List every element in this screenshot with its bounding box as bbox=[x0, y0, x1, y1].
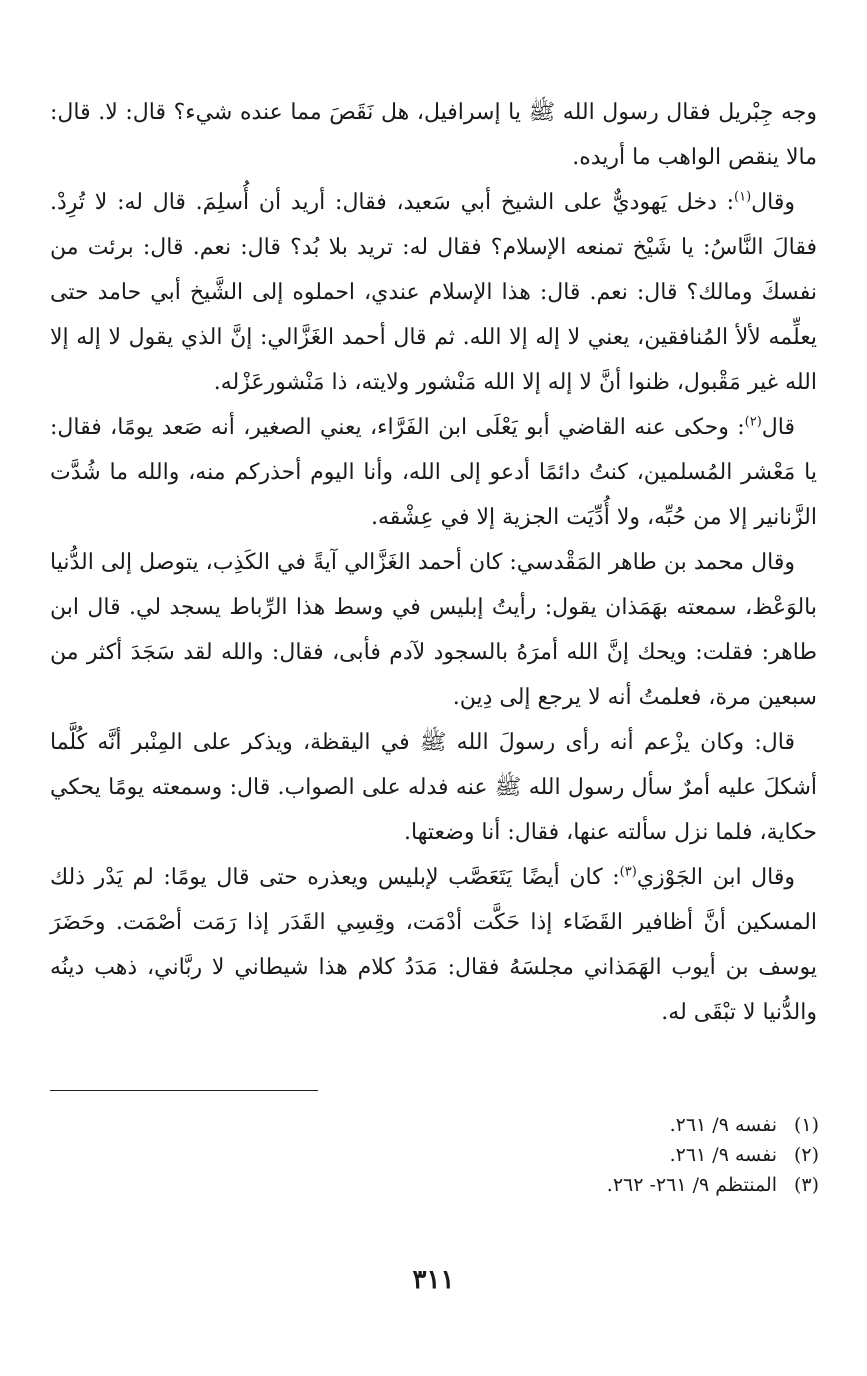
main-text bbox=[50, 90, 817, 1035]
footnote-3 bbox=[48, 1170, 819, 1200]
paragraph-text: : وحكى عنه القاضي أبو يَعْلَى ابن الفَرَّاء، يعني الصغير، أنه صَعد يومًا، فقال: يا مَعْشر المُسلمين، كنتُ دائمًا أدعو إلى الله، وأنا اليوم أحذركم منه، والله ما شُدَّت الزَّنانير إلا من حُبِّه، ولا أُدِّيَت الجزية إلا في عِشْقه. bbox=[50, 415, 817, 530]
footnote-text: نفسه ٩/ ٢٦١. bbox=[669, 1144, 777, 1166]
paragraph-lead: وقال ابن الجَوْزي bbox=[636, 865, 795, 890]
footnote-marker-1: (١) bbox=[734, 189, 752, 205]
footnote-marker-3: (٣) bbox=[619, 864, 637, 880]
footnote-marker-2: (٢) bbox=[744, 414, 762, 430]
paragraph-3 bbox=[50, 405, 817, 540]
footnote-separator bbox=[50, 1090, 318, 1091]
paragraph-text: قال: وكان يزْعم أنه رأى رسولَ الله ﷺ في اليقظة، ويذكر على المِنْبر أنَّه كُلَّما أشكلَ عليه أمرٌ سأل رسول الله ﷺ عنه فدله على الصواب. قال: وسمعته يومًا يحكي حكاية، فلما نزل سألته عنها، فقال: أنا وضعتها. bbox=[50, 730, 817, 845]
paragraph-6 bbox=[50, 855, 817, 1035]
footnote-number: (٢) bbox=[793, 1144, 819, 1166]
page-number: ٣١١ bbox=[412, 1265, 455, 1295]
footnote-2 bbox=[48, 1140, 819, 1170]
paragraph-4 bbox=[50, 540, 817, 720]
footnote-number: (١) bbox=[793, 1114, 819, 1136]
paragraph-5 bbox=[50, 720, 817, 855]
paragraph-text: وجه جِبْريل فقال رسول الله ﷺ يا إسرافيل، هل نَقَصَ مما عنده شيء؟ قال: لا. قال: مالا ينقص الواهب ما أريده. bbox=[50, 100, 817, 170]
paragraph-lead: وقال bbox=[751, 190, 795, 215]
paragraph-text: : دخل يَهوديٌّ على الشيخ أبي سَعيد، فقال: أريد أن أُسلِمَ. قال له: لا تُرِدْ. فقالَ النَّاسُ: يا شَيْخ تمنعه الإسلام؟ فقال له: تريد بلا بُد؟ قال: نعم. قال: برئت من نفسكَ ومالك؟ قال: نعم. قال: هذا الإسلام عندي، احملوه إلى الشَّيخ أبي حامد حتى يعلِّمه لألأ المُنافقين، يعني لا إله إلا الله. ثم قال أحمد الغَزَّالي: إنَّ الذي يقول لا إله إلا الله غير مَقْبول، ظنوا أنَّ لا إله إلا الله مَنْشور ولايته، ذا مَنْشورعَزْله. bbox=[50, 190, 817, 395]
paragraph-lead: قال bbox=[761, 415, 795, 440]
footnote-number: (٣) bbox=[793, 1174, 819, 1196]
footnote-1 bbox=[48, 1110, 819, 1140]
footnote-text: المنتظم ٩/ ٢٦١- ٢٦٢. bbox=[606, 1174, 777, 1196]
footnotes bbox=[48, 1110, 819, 1200]
paragraph-1 bbox=[50, 90, 817, 180]
paragraph-2 bbox=[50, 180, 817, 405]
paragraph-text: وقال محمد بن طاهر المَقْدسي: كان أحمد الغَزَّالي آيةً في الكَذِب، يتوصل إلى الدُّنيا بالوَعْظ، سمعته بهَمَذان يقول: رأيتُ إبليس في وسط هذا الرِّباط يسجد لي. قال ابن طاهر: فقلت: ويحك إنَّ الله أمرَهُ بالسجود لآدم فأبى، فقال: والله لقد سَجَدَ أكثر من سبعين مرة، فعلمتُ أنه لا يرجع إلى دِين. bbox=[50, 550, 817, 710]
paragraph-text: : كان أيضًا يَتَعَصَّب لإبليس ويعذره حتى قال يومًا: لم يَدْر ذلك المسكين أنَّ أظافير القَضَاء إذا حَكَّت أدْمَت، وقِسِي القَدَر إذا رَمَت أصْمَت. وحَضَرَ يوسف بن أيوب الهَمَذاني مجلسَهُ فقال: مَدَدُ كلام هذا شيطاني لا ربَّاني، ذهب دينُه والدُّنيا لا تبْقَى له. bbox=[50, 865, 817, 1025]
footnote-text: نفسه ٩/ ٢٦١. bbox=[669, 1114, 777, 1136]
